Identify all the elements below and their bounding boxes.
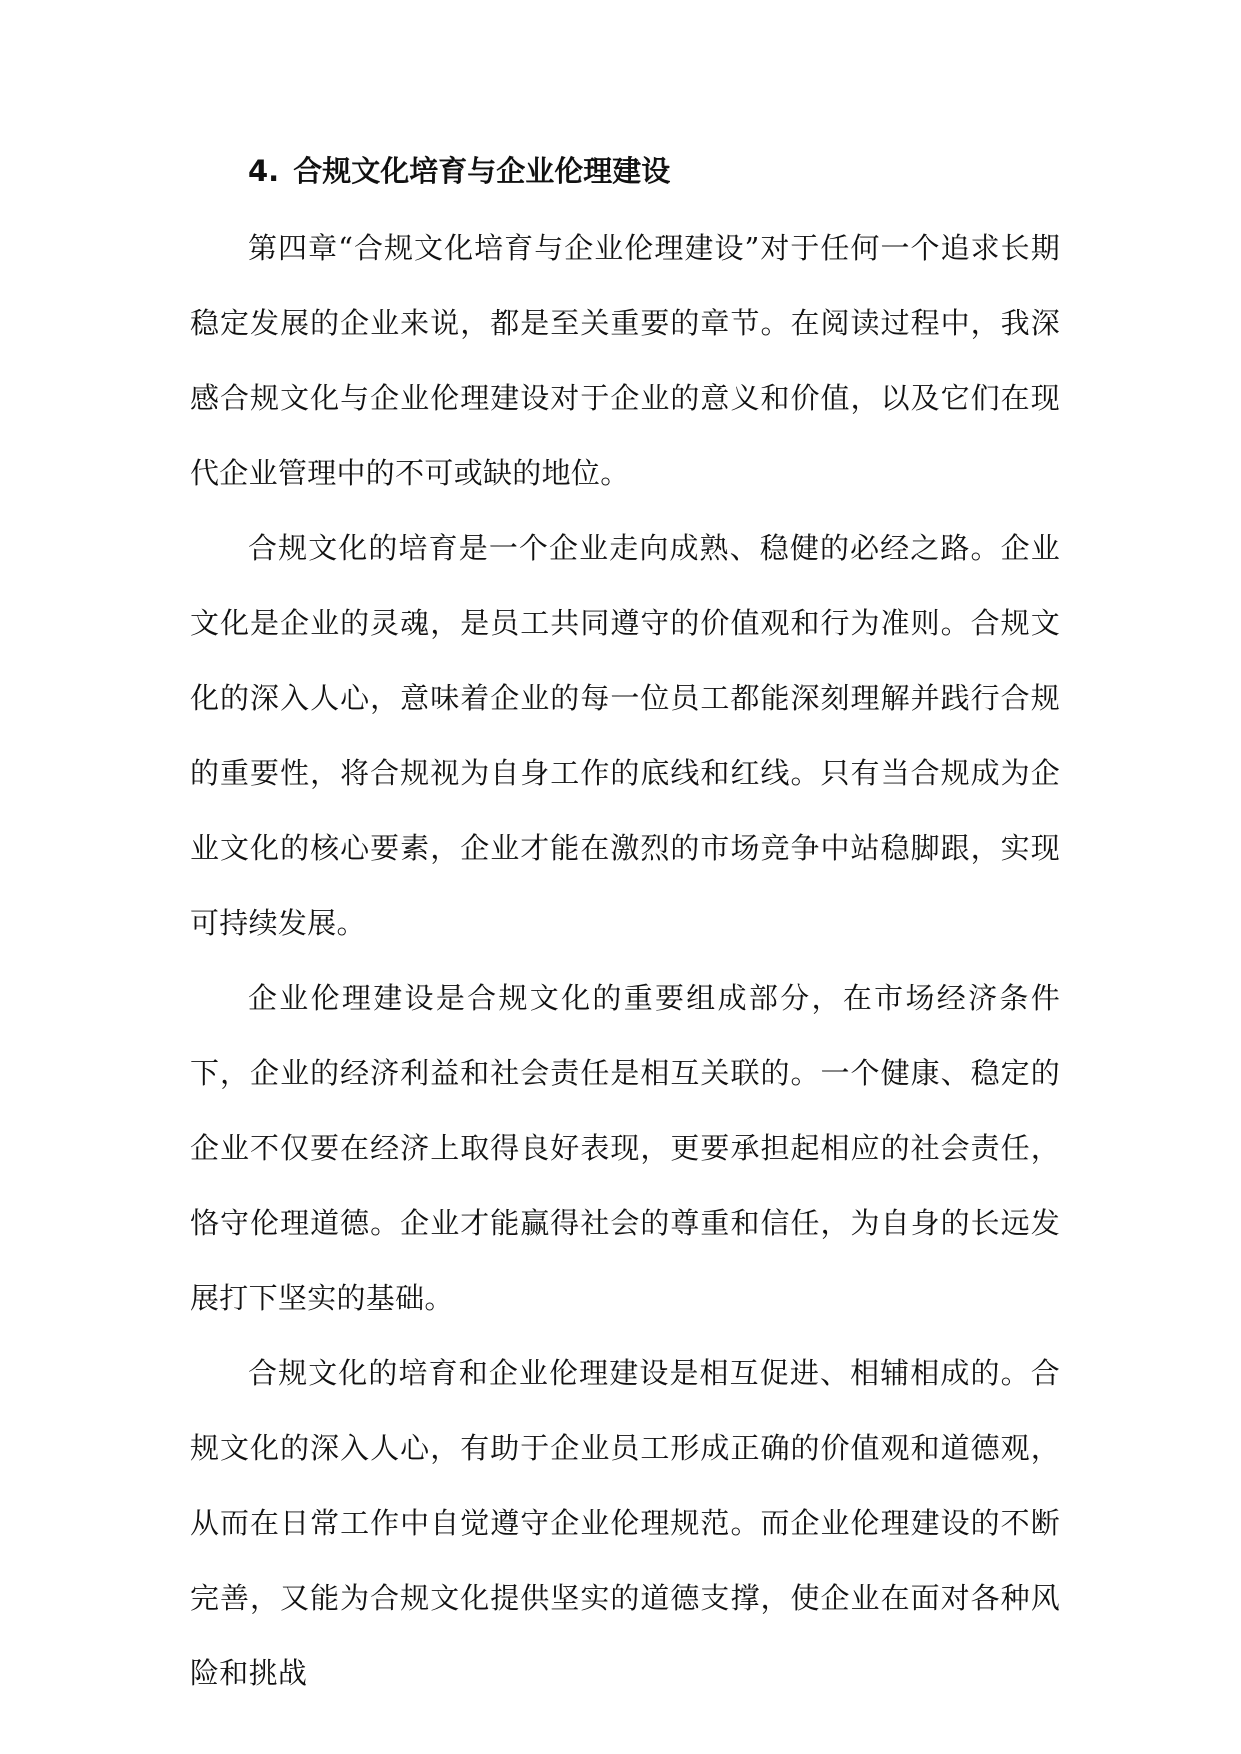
- section-title: 合规文化培育与企业伦理建设: [293, 154, 671, 188]
- paragraph-3: 企业伦理建设是合规文化的重要组成部分，在市场经济条件下，企业的经济利益和社会责任是相互关联的。一个健康、稳定的企业不仅要在经济上取得良好表现，更要承担起相应的社会责任，恪守伦理道德。企业才能赢得社会的尊重和信任，为自身的长远发展打下坚实的基础。: [190, 981, 1060, 1315]
- paragraph-2: 合规文化的培育是一个企业走向成熟、稳健的必经之路。企业文化是企业的灵魂，是员工共同遵守的价值观和行为准则。合规文化的深入人心，意味着企业的每一位员工都能深刻理解并践行合规的重要性，将合规视为自身工作的底线和红线。只有当合规成为企业文化的核心要素，企业才能在激烈的市场竞争中站稳脚跟，实现可持续发展。: [190, 531, 1060, 940]
- paragraph-4: 合规文化的培育和企业伦理建设是相互促进、相辅相成的。合规文化的深入人心，有助于企业员工形成正确的价值观和道德观，从而在日常工作中自觉遵守企业伦理规范。而企业伦理建设的不断完善，又能为合规文化提供坚实的道德支撑，使企业在面对各种风险和挑战: [190, 1356, 1060, 1690]
- paragraph-1: 第四章“合规文化培育与企业伦理建设”对于任何一个追求长期稳定发展的企业来说，都是至关重要的章节。在阅读过程中，我深感合规文化与企业伦理建设对于企业的意义和价值，以及它们在现代企业管理中的不可或缺的地位。: [190, 231, 1060, 490]
- section-heading: [248, 146, 670, 196]
- body-text: [190, 211, 1060, 1711]
- section-number: 4.: [248, 154, 280, 188]
